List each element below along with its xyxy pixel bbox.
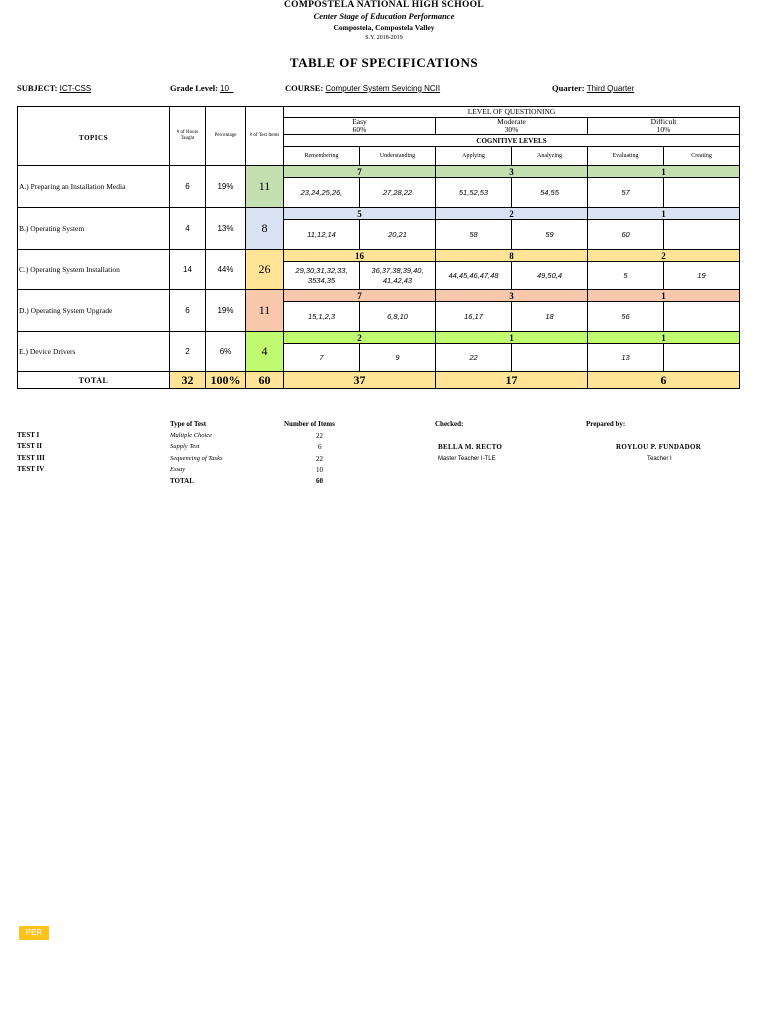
- test-type-1: Multiple Choice: [170, 432, 213, 439]
- item-numbers-analyzing: 49,50,4: [512, 262, 588, 290]
- moderate-count: 3: [436, 166, 588, 178]
- item-numbers-understanding: 36,37,38,39,40, 41,42,43: [360, 262, 436, 290]
- easy-count: 2: [284, 332, 436, 344]
- type-of-test-header: Type of Test: [170, 420, 207, 428]
- test-type-4: Essay: [170, 466, 186, 473]
- item-numbers-applying: 51,52,53: [436, 178, 512, 208]
- total-items: 60: [246, 372, 284, 389]
- prepared-title: Teacher I: [647, 456, 672, 462]
- level-moderate: Moderate 30%: [436, 118, 588, 135]
- level-easy: Easy 60%: [284, 118, 436, 135]
- topic-percentage: 19%: [206, 290, 246, 332]
- topic-percentage: 19%: [206, 166, 246, 208]
- checked-name: BELLA M. RECTO: [438, 443, 503, 451]
- item-numbers-creating: [664, 178, 740, 208]
- topic-item-count: 8: [246, 208, 284, 250]
- test-label-2: TEST II: [17, 442, 42, 450]
- total-label: TOTAL: [18, 372, 170, 389]
- specifications-table: [17, 106, 740, 389]
- subject-info: SUBJECT: ICT-CSS: [17, 83, 92, 93]
- item-numbers-evaluating: 13: [588, 344, 664, 372]
- total-tests-count: 60: [316, 477, 323, 485]
- topic-item-count: 26: [246, 250, 284, 290]
- level-of-questioning-header: LEVEL OF QUESTIONING: [284, 107, 740, 118]
- total-percentage: 100%: [206, 372, 246, 389]
- item-numbers-remembering: 23,24,25,26,: [284, 178, 360, 208]
- hours-taught: 6: [170, 290, 206, 332]
- topic-item-count: 11: [246, 166, 284, 208]
- school-year: S.Y. 2018-2019: [365, 35, 403, 41]
- item-numbers-understanding: 27,28,22: [360, 178, 436, 208]
- topic-name: D.) Operating System Upgrade: [18, 290, 170, 332]
- percentage-header: Percentage: [206, 107, 246, 166]
- item-numbers-applying: 58: [436, 220, 512, 250]
- topic-name: C.) Operating System Installation: [18, 250, 170, 290]
- topic-item-count: 11: [246, 290, 284, 332]
- item-numbers-creating: 19: [664, 262, 740, 290]
- moderate-count: 2: [436, 208, 588, 220]
- cognitive-applying: Applying: [436, 147, 512, 166]
- course-info: COURSE: Computer System Sevicing NCII: [285, 83, 441, 93]
- school-address: Compostela, Compostela Valley: [333, 23, 435, 32]
- moderate-count: 3: [436, 290, 588, 302]
- course-value: Computer System Sevicing NCII: [325, 84, 441, 93]
- test-count-3: 22: [316, 455, 323, 463]
- item-numbers-understanding: 6,8,10: [360, 302, 436, 332]
- test-type-2: Supply Test: [170, 443, 200, 450]
- total-easy: 37: [284, 372, 436, 389]
- test-count-2: 6: [318, 443, 322, 451]
- item-numbers-creating: [664, 220, 740, 250]
- checked-title: Master Teacher I-TLE: [438, 456, 496, 462]
- difficult-count: 1: [588, 332, 740, 344]
- item-numbers-remembering: 29,30,31,32,33, 3534,35: [284, 262, 360, 290]
- item-numbers-applying: 22: [436, 344, 512, 372]
- item-numbers-analyzing: 54,55: [512, 178, 588, 208]
- prepared-name: ROYLOU P. FUNDADOR: [616, 443, 702, 451]
- page-title: TABLE OF SPECIFICATIONS: [289, 55, 479, 70]
- difficult-count: 1: [588, 166, 740, 178]
- easy-count: 16: [284, 250, 436, 262]
- total-tests-label: TOTAL: [170, 477, 194, 485]
- grade-value: 10: [220, 84, 229, 93]
- hours-header: # of Hours Taught: [170, 107, 206, 166]
- item-numbers-evaluating: 57: [588, 178, 664, 208]
- item-numbers-understanding: 9: [360, 344, 436, 372]
- total-moderate: 17: [436, 372, 588, 389]
- topic-percentage: 44%: [206, 250, 246, 290]
- prepared-label: Prepared by:: [586, 420, 626, 428]
- cognitive-remembering: Remembering: [284, 147, 360, 166]
- school-tagline: Center Stage of Education Performance: [313, 11, 455, 21]
- topic-name: A.) Preparing an Installation Media: [18, 166, 170, 208]
- school-name: COMPOSTELA NATIONAL HIGH SCHOOL: [284, 0, 484, 10]
- total-difficult: 6: [588, 372, 740, 389]
- topics-header: TOPICS: [18, 107, 170, 166]
- hours-taught: 4: [170, 208, 206, 250]
- item-numbers-analyzing: [512, 344, 588, 372]
- subject-value: ICT-CSS: [59, 84, 92, 93]
- quarter-label: Quarter: [552, 83, 582, 93]
- grade-info: Grade Level: 10: [170, 83, 229, 93]
- grade-label: Grade Level: [170, 83, 216, 93]
- cognitive-creating: Creating: [664, 147, 740, 166]
- number-of-items-header: Number of Items: [284, 420, 335, 428]
- topic-name: B.) Operating System: [18, 208, 170, 250]
- moderate-count: 1: [436, 332, 588, 344]
- cognitive-levels-header: COGNITIVE LEVELS: [284, 135, 740, 147]
- cognitive-analyzing: Analyzing: [512, 147, 588, 166]
- test-label-3: TEST III: [17, 454, 45, 462]
- course-label: COURSE: [285, 83, 321, 93]
- item-numbers-remembering: 15,1,2,3: [284, 302, 360, 332]
- moderate-count: 8: [436, 250, 588, 262]
- item-numbers-creating: [664, 302, 740, 332]
- topic-item-count: 4: [246, 332, 284, 372]
- checked-label: Checked:: [435, 420, 464, 428]
- hours-taught: 2: [170, 332, 206, 372]
- topic-name: E.) Device Drivers: [18, 332, 170, 372]
- topic-percentage: 13%: [206, 208, 246, 250]
- quarter-value: Third Quarter: [586, 84, 635, 93]
- item-numbers-remembering: 11,12,14: [284, 220, 360, 250]
- item-numbers-applying: 44,45,46,47,48: [436, 262, 512, 290]
- hours-taught: 6: [170, 166, 206, 208]
- test-label-4: TEST IV: [17, 465, 45, 473]
- total-hours: 32: [170, 372, 206, 389]
- easy-count: 7: [284, 290, 436, 302]
- item-numbers-analyzing: 18: [512, 302, 588, 332]
- item-numbers-analyzing: 59: [512, 220, 588, 250]
- easy-count: 7: [284, 166, 436, 178]
- items-header: # of Test Items: [246, 107, 284, 166]
- item-numbers-evaluating: 5: [588, 262, 664, 290]
- difficult-count: 1: [588, 290, 740, 302]
- topic-percentage: 6%: [206, 332, 246, 372]
- subject-label: SUBJECT: [17, 83, 55, 93]
- test-count-1: 22: [316, 432, 323, 440]
- quarter-info: Quarter: Third Quarter: [552, 83, 635, 93]
- item-numbers-evaluating: 56: [588, 302, 664, 332]
- easy-count: 5: [284, 208, 436, 220]
- item-numbers-evaluating: 60: [588, 220, 664, 250]
- level-difficult: Difficult 10%: [588, 118, 740, 135]
- test-count-4: 10: [316, 466, 323, 474]
- difficult-count: 2: [588, 250, 740, 262]
- hours-taught: 14: [170, 250, 206, 290]
- test-type-3: Sequencing of Tasks: [170, 455, 223, 462]
- item-numbers-applying: 16,17: [436, 302, 512, 332]
- item-numbers-remembering: 7: [284, 344, 360, 372]
- test-label-1: TEST I: [17, 431, 40, 439]
- cognitive-understanding: Understanding: [360, 147, 436, 166]
- item-numbers-understanding: 20,21: [360, 220, 436, 250]
- item-numbers-creating: [664, 344, 740, 372]
- per-badge[interactable]: PER: [19, 926, 49, 940]
- cognitive-evaluating: Evaluating: [588, 147, 664, 166]
- difficult-count: 1: [588, 208, 740, 220]
